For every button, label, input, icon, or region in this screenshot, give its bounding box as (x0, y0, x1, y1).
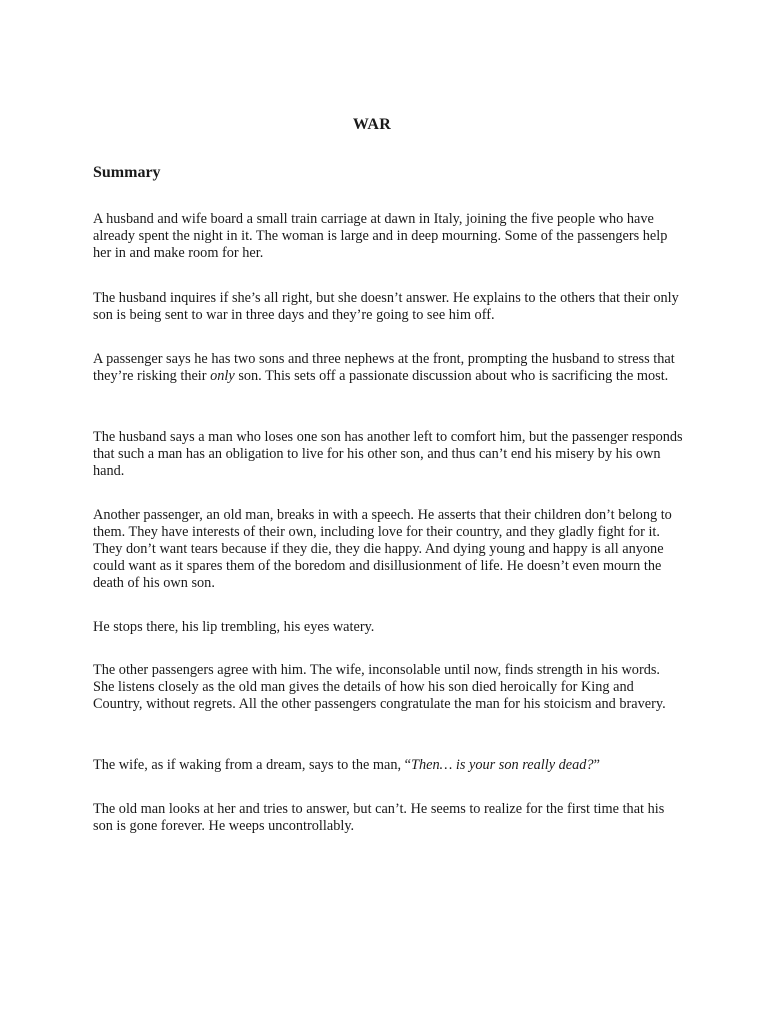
paragraph-8 (93, 757, 683, 774)
paragraph-5: Another passenger, an old man, breaks in with a speech. He asserts that their children don’t belong to them. They have interests of their own, including love for their country, and they gladly fight for it. They don’t want tears because if they die, they die happy. And dying young and happy is all anyone could want as it spares them of the boredom and disillusionment of life. He doesn’t even mourn the death of his own son. (93, 507, 672, 591)
paragraph-8-quote: Then… is your son really dead? (411, 757, 594, 773)
paragraph-4: The husband says a man who loses one son has another left to comfort him, but the passenger responds that such a man has an obligation to live for his other son, and thus can’t end his misery by his own hand. (93, 429, 683, 479)
paragraph-1: A husband and wife board a small train carriage at dawn in Italy, joining the five people who have already spent the night in it. The woman is large and in deep mourning. Some of the passengers help her in and make room for her. (93, 211, 668, 261)
paragraph-7: The other passengers agree with him. The wife, inconsolable until now, finds strength in his words. She listens closely as the old man gives the details of how his son died heroically for King and Country, without regrets. All the other passengers congratulate the man for his stoicism and bravery. (93, 662, 666, 712)
paragraph-3-emphasis: only (210, 368, 235, 384)
paragraph-8-text-before: The wife, as if waking from a dream, says to the man, “ (93, 757, 412, 773)
document-title: WAR (352, 116, 392, 133)
paragraph-8-text-after: ” (593, 757, 600, 773)
paragraph-6: He stops there, his lip trembling, his eyes watery. (93, 619, 375, 635)
paragraph-3-text-before: A passenger says he has two sons and three nephews at the front, prompting the husband to stress that they’re risking their (93, 351, 675, 384)
paragraph-9: The old man looks at her and tries to answer, but can’t. He seems to realize for the first time that his son is gone forever. He weeps uncontrollably. (93, 801, 665, 834)
paragraph-3 (93, 351, 683, 385)
paragraph-3-text-after: son. This sets off a passionate discussion about who is sacrificing the most. (234, 368, 669, 384)
paragraph-2: The husband inquires if she’s all right, but she doesn’t answer. He explains to the others that their only son is being sent to war in three days and they’re going to see him off. (93, 290, 679, 323)
section-heading: Summary (93, 164, 161, 181)
